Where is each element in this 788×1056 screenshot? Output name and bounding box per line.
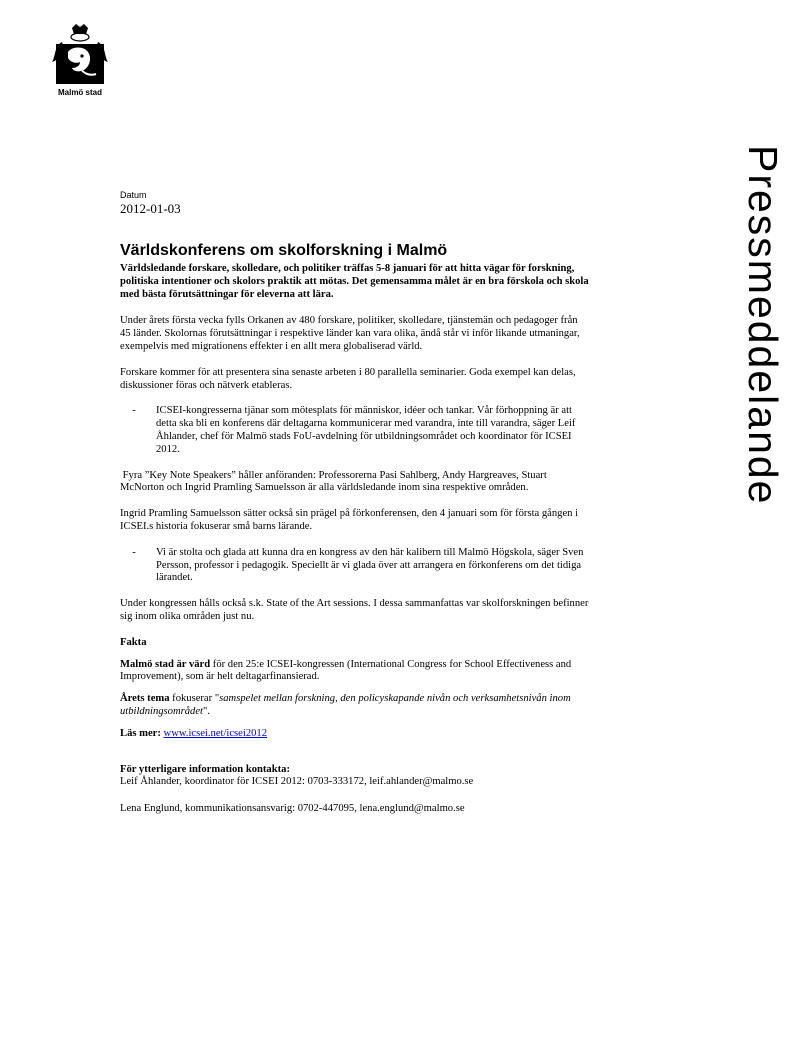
fakta-more-bold: Läs mer: bbox=[120, 727, 161, 739]
fakta-theme-bold: Årets tema bbox=[120, 693, 170, 705]
fakta-host bbox=[120, 659, 590, 685]
fakta-theme-text: fokuserar " bbox=[169, 693, 220, 705]
icsei-link[interactable]: www.icsei.net/icsei2012 bbox=[163, 727, 268, 739]
quote-text: ICSEI-kongresserna tjänar som mötesplats för människor, idéer och tankar. Vår förhoppning är att detta ska bli en konferens där deltagarna kommunicerar med varandra, inte till varandra, säger Leif Åhlander, chef för Malmö stads FoU-avdelning för utbildningsområdet och koordinator för ICSEI 2012. bbox=[156, 405, 576, 455]
dash-marker: - bbox=[132, 546, 136, 558]
paragraph: Forskare kommer för att presentera sina senaste arbeten i 80 parallella seminarier. Goda exempel kan delas, diskussioner föras och nätverk etableras. bbox=[120, 366, 576, 391]
fakta-theme-italic: samspelet mellan forskning, den policyskapande nivån och verksamhetsnivån inom utbildningsområdet bbox=[120, 693, 571, 717]
fakta-heading: Fakta bbox=[120, 636, 147, 648]
fakta-host-bold: Malmö stad är värd bbox=[120, 658, 211, 670]
paragraph: Under årets första vecka fylls Orkanen av 480 forskare, politiker, skolledare, tjänstemän och pedagoger från 45 länder. Skolornas förutsättningar i respektive länder kan vara olika, ändå står vi inför likande utmaningar, exempelvis med migrationens effekter i en allt mera globaliserad värld. bbox=[120, 315, 580, 352]
quote-block bbox=[120, 547, 590, 585]
press-release-body bbox=[120, 190, 590, 816]
fakta-theme bbox=[120, 693, 590, 719]
pressmeddelande-vertical-title: Pressmeddelande bbox=[740, 145, 786, 506]
lead-paragraph: Världsledande forskare, skolledare, och politiker träffas 5-8 januari för att hitta vägar för forskning, politiska intentioner och skolors praktik att mötas. Det gemensamma målet är en bra förskola och skola med bästa förutsättningar för eleverna att lära. bbox=[120, 263, 589, 300]
fakta-more bbox=[120, 728, 590, 741]
quote-block bbox=[120, 405, 590, 456]
malmo-stad-logo bbox=[50, 22, 110, 98]
date-value: 2012-01-03 bbox=[120, 201, 181, 216]
dash-marker: - bbox=[132, 405, 136, 417]
date-label: Datum bbox=[120, 190, 147, 200]
logo-text: Malmö stad bbox=[57, 88, 102, 97]
paragraph: Fyra ”Key Note Speakers” håller anföranden: Professorerna Pasi Sahlberg, Andy Hargreaves, Stuart McNorton och Ingrid Pramling Samuelsson är alla världsledande inom sina respektive områden. bbox=[120, 469, 550, 494]
paragraph: Under kongressen hålls också s.k. State of the Art sessions. I dessa sammanfattas var skolforskningen befinner sig inom olika områden just nu. bbox=[120, 598, 589, 622]
fakta-host-text: för den 25:e ICSEI-kongressen (International Congress for School Effectiveness and Improvement), som är helt deltagarfinansierad. bbox=[120, 658, 572, 683]
contact-title: För ytterligare information kontakta: bbox=[120, 763, 290, 775]
fakta-theme-end: ". bbox=[203, 705, 210, 717]
contact-line: Lena Englund, kommunikationsansvarig: 0702-447095, lena.englund@malmo.se bbox=[120, 803, 465, 815]
coat-of-arms-icon bbox=[50, 22, 110, 86]
contact-line: Leif Åhlander, koordinator för ICSEI 2012: 0703-333172, leif.ahlander@malmo.se bbox=[120, 776, 474, 788]
paragraph: Ingrid Pramling Samuelsson sätter också sin prägel på förkonferensen, den 4 januari som för första gången i ICSEI.s historia fokuserar små barns lärande. bbox=[120, 508, 579, 532]
quote-text: Vi är stolta och glada att kunna dra en kongress av den här kalibern till Malmö Högskola, säger Sven Persson, professor i pedagogik. Speciellt är vi glada över att arrangera en förkonferens om det tidiga lärandet. bbox=[156, 546, 584, 584]
page-title: Världskonferens om skolforskning i Malmö bbox=[120, 242, 448, 259]
